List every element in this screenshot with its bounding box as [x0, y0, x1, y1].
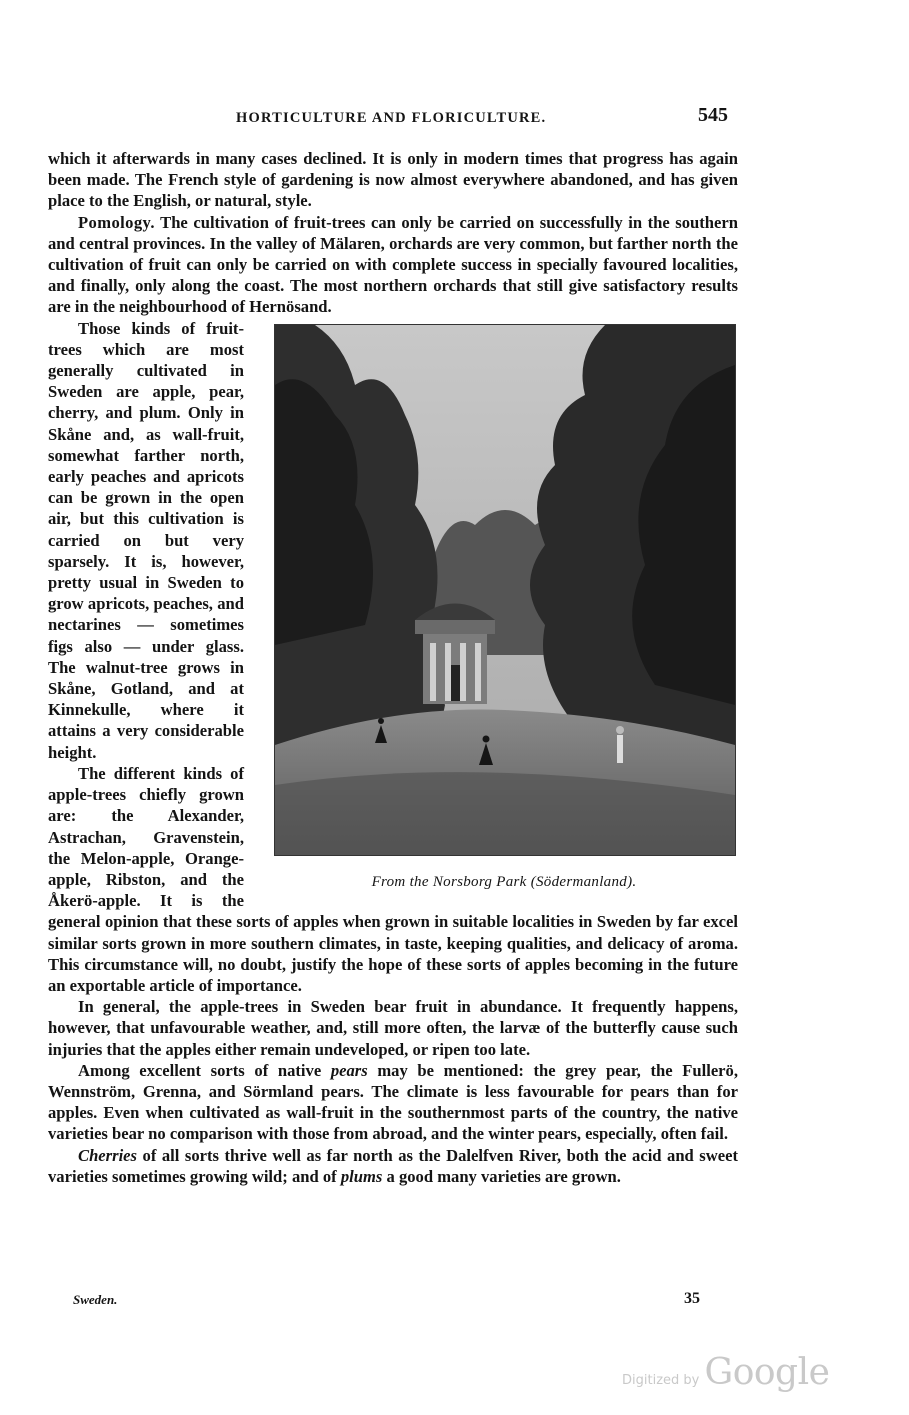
paragraph-fruit-kinds: Those kinds of fruit-trees which are most generally cultivated in Sweden are apple, pear, cherry, and plum. Only in Skåne and, as wall-fruit, somewhat farther north, early peaches and apricots can be grown in the open air, but this cultivation is carried on but very sparsely. It is, however, pretty usual in Sweden to grow apricots, peaches, and nectarines — sometimes figs also — under glass. The walnut-tree grows in Skåne, Gotland, and at Kinnekulle, where it attains a very considerable height. — [48, 318, 244, 762]
figure — [258, 324, 738, 906]
paragraph-continuation: which it afterwards in many cases declined. It is only in modern times that progress has again been made. The French style of gardening is now almost everywhere abandoned, and has given place to the English, or natural, style. — [48, 149, 738, 211]
cherries-term: Cherries — [78, 1145, 138, 1165]
paragraph-apples: The different kinds of apple-trees chiefly grown are: the Alexander, Astrachan, Gravenstein, the Melon-apple, Orange-apple, Ribston, and the Åkerö-apple. It is the general opinion that these sorts of apples when grown in suitable localities in Sweden by far excel similar sorts grown in more southern climates, in taste, keeping qualities, and delicacy of aroma. This circumstance will, no doubt, justify the hope of these sorts of apples becoming in the future an exportable article of importance. — [48, 763, 738, 995]
paragraph-pomology — [48, 212, 738, 318]
paragraph-apple-yield: In general, the apple-trees in Sweden bear fruit in abundance. It frequently happens, however, that unfavourable weather, and, still more often, the larvæ of the butterfly cause such injuries that the apples either remain undeveloped, or ripen too late. — [48, 997, 738, 1059]
pomology-text: The cultivation of fruit-trees can only be carried on successfully in the southern and central provinces. In the valley of Mälaren, orchards are very common, but farther north the cultivation of fruit can only be carried on with complete success in specially favoured localities, and finally, only along the coast. The most northern orchards that still give satisfactory results are in the neighbourhood of Hernösand. — [48, 212, 738, 317]
figure-caption — [274, 872, 734, 893]
caption-region: (Södermanland). — [526, 873, 637, 890]
cherries-text-b: a good many varieties are grown. — [382, 1166, 621, 1186]
signature-mark: Sweden. — [73, 1292, 118, 1307]
body-text — [48, 148, 738, 1187]
plums-term: plums — [340, 1166, 383, 1186]
pears-text-b: may be mentioned: the grey pear, the Fullerö, Wennström, Grenna, and Sörmland pears. The climate is less favourable for pears than for apples. Even when cultivated as wall-fruit in the southernmost parts of the country, the native varieties bear no comparison with those from abroad, and the winter pears, especially, often fail. — [48, 1060, 738, 1144]
sheet-number: 35 — [684, 1290, 700, 1307]
running-head — [0, 104, 909, 134]
park-photograph — [274, 324, 736, 856]
caption-title: From the Norsborg Park — [371, 873, 527, 890]
paragraph-cherries-plums — [48, 1145, 738, 1187]
pears-text-a: Among excellent sorts of native — [78, 1060, 331, 1080]
running-title: HORTICULTURE AND FLORICULTURE. — [236, 110, 547, 126]
paragraph-pears — [48, 1060, 738, 1145]
watermark-prefix: Digitized by — [622, 1373, 700, 1388]
google-logo: Google — [704, 1352, 830, 1393]
page-number: 545 — [698, 104, 728, 126]
pears-term: pears — [330, 1060, 368, 1080]
digitized-watermark — [622, 1352, 829, 1393]
cherries-text-a: of all sorts thrive well as far north as the Dalelfven River, both the acid and sweet varieties sometimes growing wild; and of — [48, 1145, 738, 1186]
pomology-heading: Pomology. — [78, 212, 155, 232]
